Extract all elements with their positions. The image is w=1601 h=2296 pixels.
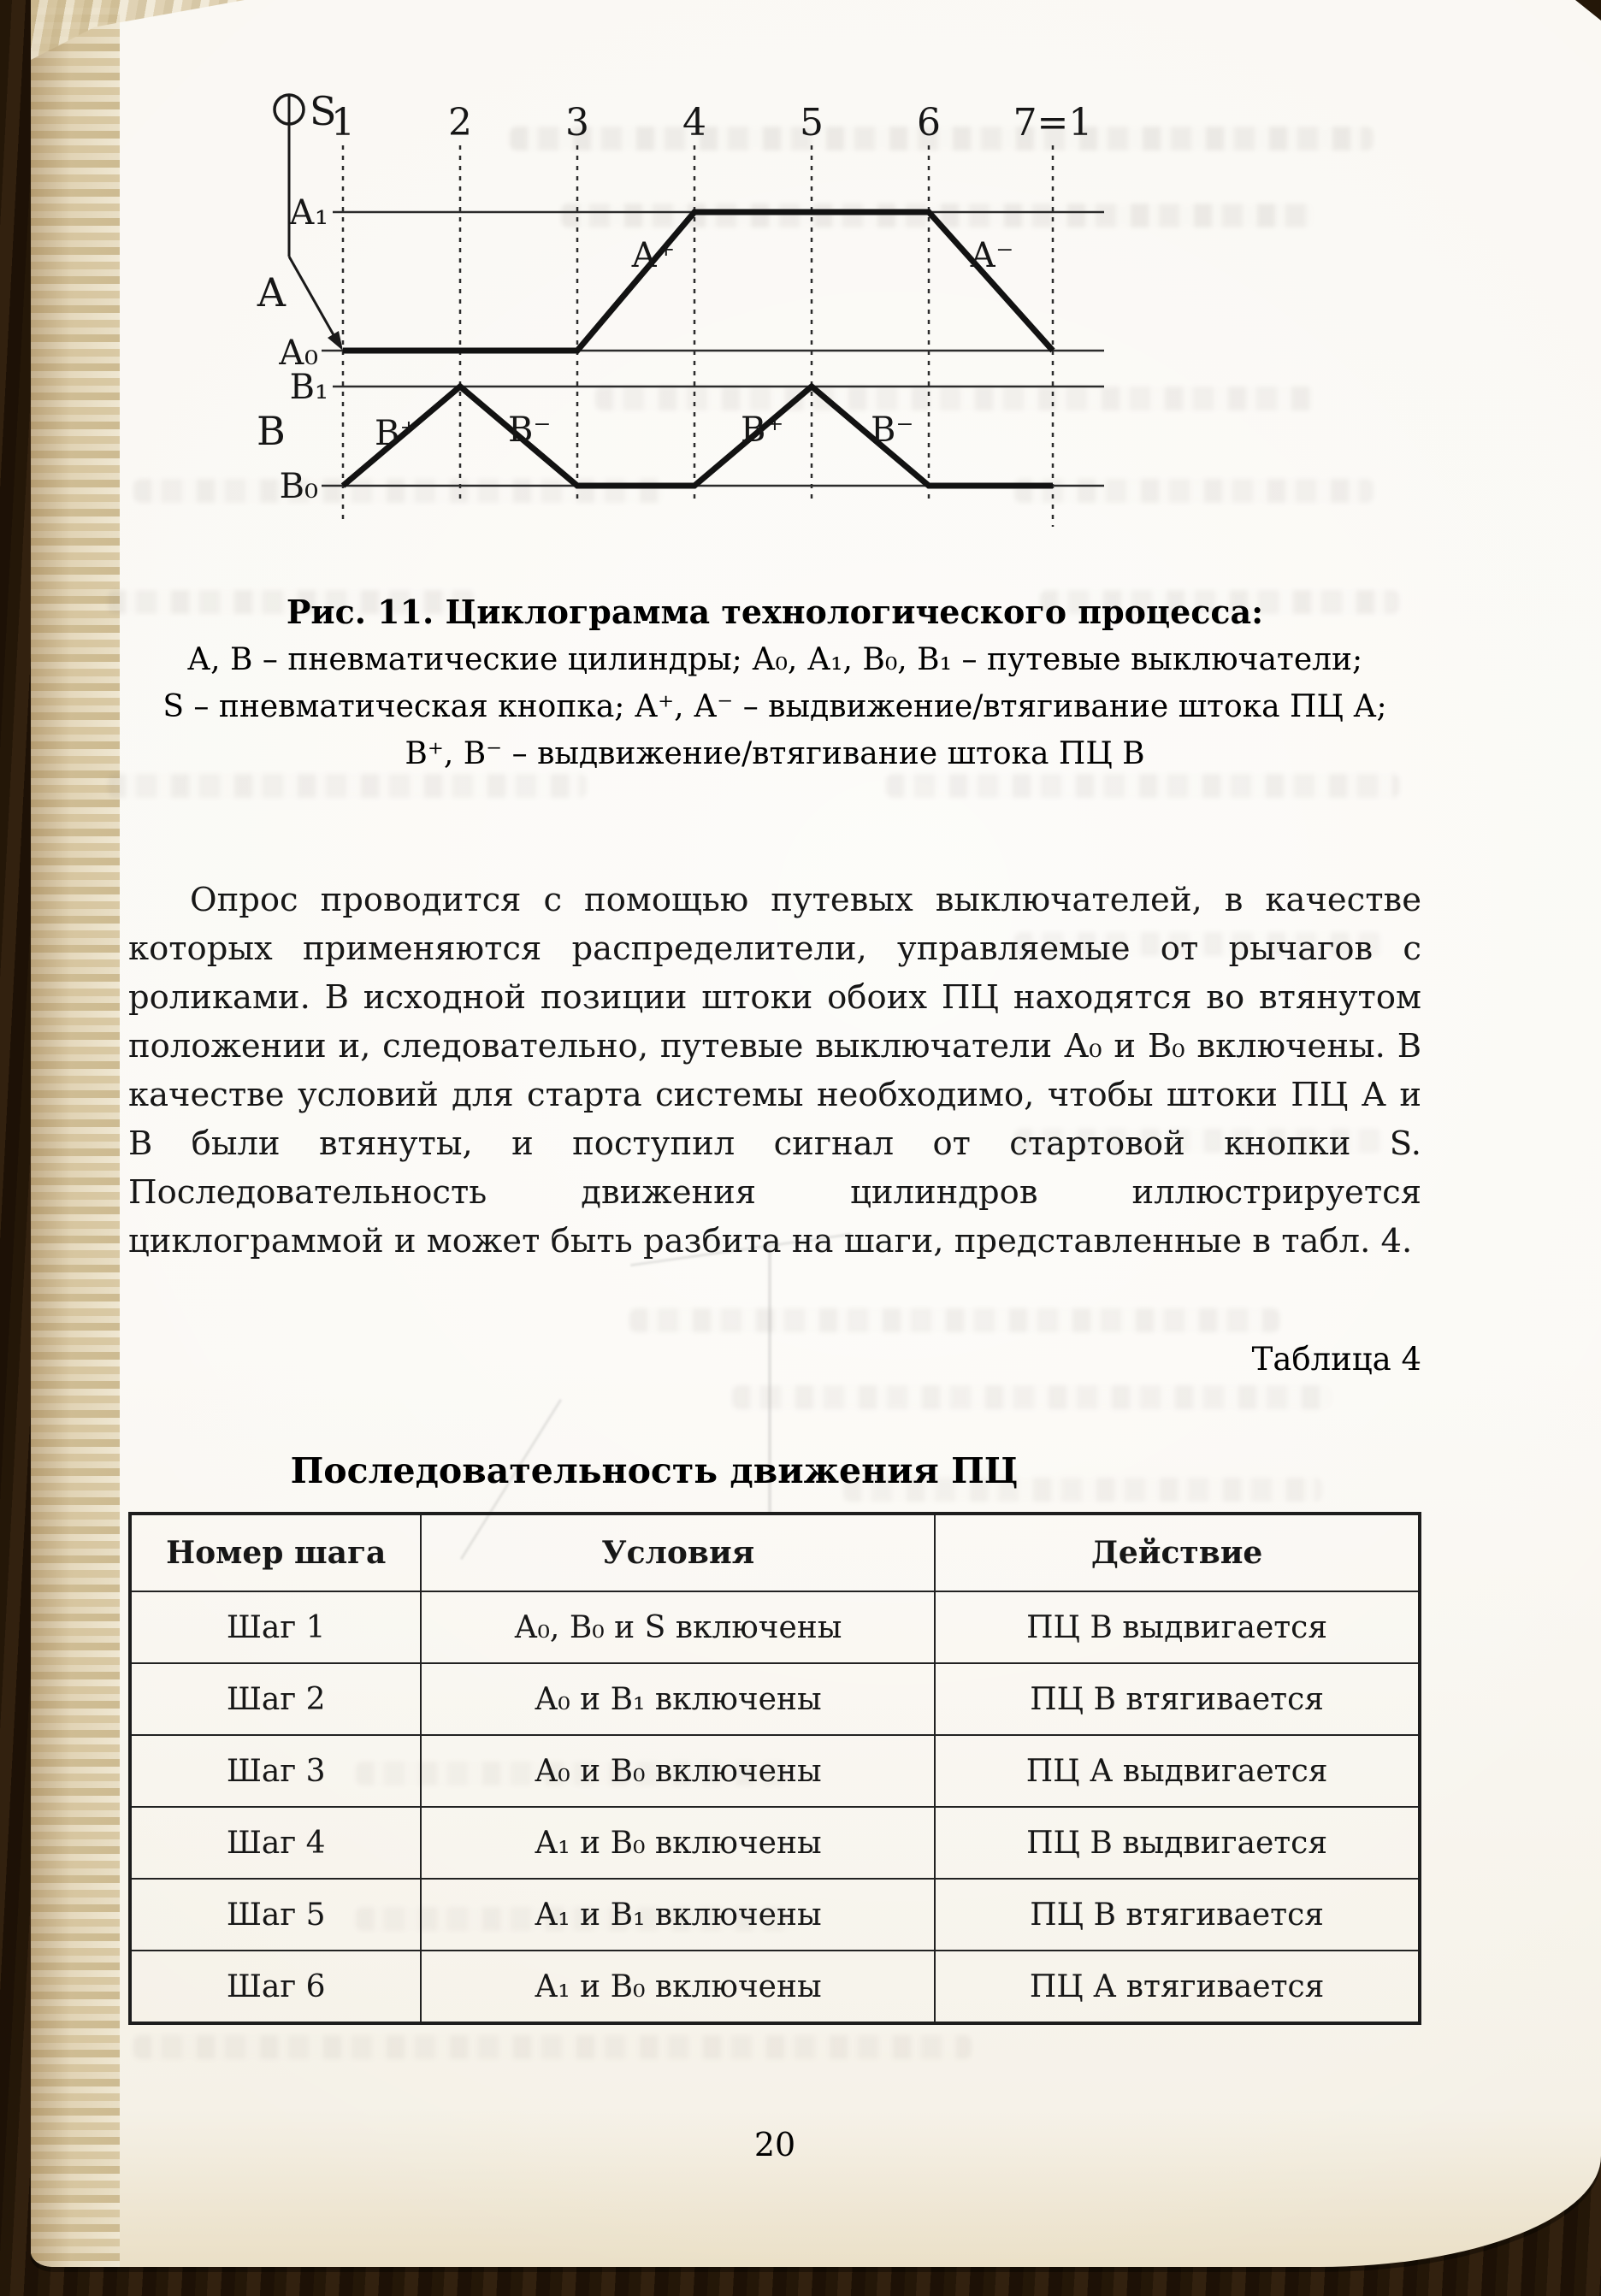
level-label-b0: В₀ xyxy=(279,467,318,506)
cylinder-a-label: А xyxy=(257,269,287,316)
action-cell: ПЦ В втягивается xyxy=(935,1663,1420,1735)
table-row xyxy=(130,1735,1420,1807)
bleedthrough-smudge xyxy=(108,774,587,798)
figure-caption-line: А, В – пневматические цилиндры; А₀, А₁, В₀, В₁ – путевые выключатели; xyxy=(186,642,1363,677)
step-cell: Шаг 3 xyxy=(130,1735,421,1807)
step-tick-label: 3 xyxy=(565,101,589,145)
step-tick-label: 1 xyxy=(331,101,355,145)
step-cell: Шаг 2 xyxy=(130,1663,421,1735)
step-cell: Шаг 4 xyxy=(130,1807,421,1879)
step-gridlines xyxy=(343,145,1053,527)
b-minus-label: В⁻ xyxy=(871,410,914,450)
step-cell: Шаг 5 xyxy=(130,1879,421,1951)
figure-caption-line: S – пневматическая кнопка; А⁺, А⁻ – выдвижение/втягивание штока ПЦ А; xyxy=(162,689,1387,724)
step-cell: Шаг 1 xyxy=(130,1591,421,1663)
step-tick-label: 7=1 xyxy=(1013,101,1093,145)
bleedthrough-smudge xyxy=(133,2035,972,2059)
b-plus-label: В⁺ xyxy=(741,410,784,450)
table-number-label: Таблица 4 xyxy=(1251,1341,1421,1378)
step-tick-label: 2 xyxy=(448,101,472,145)
b-minus-label: В⁻ xyxy=(508,410,552,450)
figure-caption xyxy=(128,588,1421,777)
table-row xyxy=(130,1663,1420,1735)
column-header: Условия xyxy=(421,1514,935,1591)
level-label-a0: А₀ xyxy=(278,333,318,373)
condition-cell: А₀ и В₁ включены xyxy=(421,1663,935,1735)
s-label: S xyxy=(310,88,337,134)
cylinder-b-trace xyxy=(343,387,1053,486)
table-title: Последовательность движения ПЦ xyxy=(290,1450,1019,1491)
step-cell: Шаг 6 xyxy=(130,1951,421,2023)
action-cell: ПЦ В втягивается xyxy=(935,1879,1420,1951)
step-tick-label: 6 xyxy=(917,101,941,145)
a-plus-label: А⁺ xyxy=(631,236,676,275)
page-number: 20 xyxy=(753,2126,796,2163)
step-tick-label: 4 xyxy=(682,101,706,145)
column-header: Номер шага xyxy=(130,1514,421,1591)
bleedthrough-smudge xyxy=(629,1308,1279,1332)
condition-cell: А₀ и В₀ включены xyxy=(421,1735,935,1807)
body-paragraph: Опрос проводится с помощью путевых выключателей, в качестве которых применяются распределители, управляемые от рычагов с роликами. В исходной позиции штоки обоих ПЦ находятся во втянутом положении и, следовательно, путевые выключатели А₀ и В₀ включены. В качестве условий для старта системы необходимо, чтобы штоки ПЦ А и В были втянуты, и поступил сигнал от стартовой кнопки S. Последовательность движения цилиндров иллюстрируется циклограммой и может быть разбита на шаги, представленные в табл. 4. xyxy=(128,881,1421,1260)
column-header: Действие xyxy=(935,1514,1420,1591)
a-minus-label: А⁻ xyxy=(970,236,1014,275)
condition-cell: А₁ и В₀ включены xyxy=(421,1951,935,2023)
cylinder-b-label: В xyxy=(257,408,286,454)
action-cell: ПЦ В выдвигается xyxy=(935,1807,1420,1879)
figure-caption-title: Рис. 11. Циклограмма технологического процесса: xyxy=(286,593,1264,631)
condition-cell: А₁ и В₁ включены xyxy=(421,1879,935,1951)
bleedthrough-smudge xyxy=(732,1385,1331,1409)
level-label-a1: А₁ xyxy=(288,193,328,233)
table-row xyxy=(130,1591,1420,1663)
bleedthrough-smudge xyxy=(886,774,1399,798)
action-cell: ПЦ В выдвигается xyxy=(935,1591,1420,1663)
step-tick-label: 5 xyxy=(800,101,824,145)
page-edge-stack xyxy=(31,0,120,2267)
level-label-b1: В₁ xyxy=(289,368,328,407)
steps-table xyxy=(128,1512,1421,2025)
b-plus-label: В⁺ xyxy=(375,414,418,453)
book-page xyxy=(31,0,1601,2267)
table-row xyxy=(130,1951,1420,2023)
table-row xyxy=(130,1879,1420,1951)
table-header-row xyxy=(130,1514,1420,1591)
figure-caption-line: В⁺, В⁻ – выдвижение/втягивание штока ПЦ В xyxy=(405,736,1145,771)
cyclogram-figure xyxy=(245,86,1151,539)
condition-cell: А₀, В₀ и S включены xyxy=(421,1591,935,1663)
action-cell: ПЦ А втягивается xyxy=(935,1951,1420,2023)
arrowhead-icon xyxy=(328,331,343,351)
action-cell: ПЦ А выдвигается xyxy=(935,1735,1420,1807)
table-row xyxy=(130,1807,1420,1879)
cylinder-a-trace xyxy=(343,212,1053,351)
condition-cell: А₁ и В₀ включены xyxy=(421,1807,935,1879)
